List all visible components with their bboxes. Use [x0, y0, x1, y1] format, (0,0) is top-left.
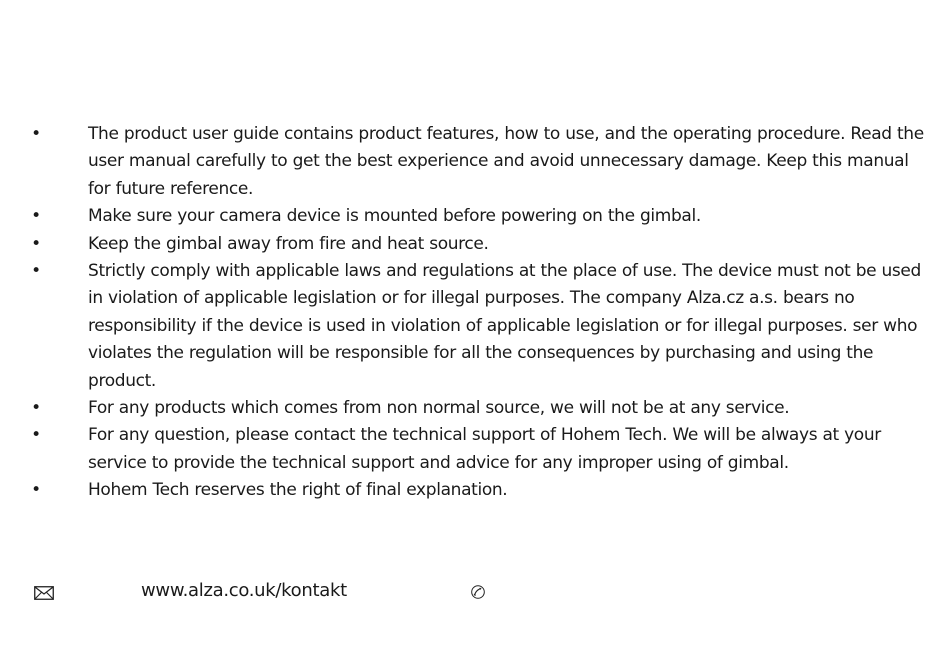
bullet-icon: •: [31, 206, 41, 227]
list-item: [0, 203, 950, 230]
list-item-text: Strictly comply with applicable laws and regulations at the place of use. The device must not be used in violation of applicable legislation or for illegal purposes. The company Alza.cz a.s. bears no responsibility if the device is used in violation of applicable legislation or for illegal purposes. ser who violates the regulation will be responsible for all the consequences by purchasing and using the product.: [88, 261, 921, 391]
contact-footer: [0, 576, 950, 608]
safety-notes-list: [0, 121, 950, 505]
list-item-text: For any question, please contact the technical support of Hohem Tech. We will be always at your service to provide the technical support and advice for any improper using of gimbal.: [88, 425, 881, 473]
bullet-icon: •: [31, 398, 41, 419]
list-item-text: Hohem Tech reserves the right of final explanation.: [88, 480, 508, 501]
phone-icon: [470, 584, 486, 600]
list-item-text: For any products which comes from non normal source, we will not be at any service.: [88, 398, 790, 419]
list-item: [0, 395, 950, 422]
list-item-text: Keep the gimbal away from fire and heat source.: [88, 233, 489, 254]
envelope-icon: [34, 584, 54, 598]
list-item: [0, 477, 950, 504]
bullet-icon: •: [31, 233, 41, 254]
list-item-text: The product user guide contains product features, how to use, and the operating procedure. Read the user manual carefully to get the best experience and avoid unnecessary damage. Keep this manual for future reference.: [88, 124, 924, 199]
bullet-icon: •: [31, 480, 41, 501]
bullet-icon: •: [31, 425, 41, 446]
list-item-text: Make sure your camera device is mounted before powering on the gimbal.: [88, 206, 701, 227]
list-item: [0, 121, 950, 203]
list-item: [0, 258, 950, 395]
list-item: [0, 231, 950, 258]
contact-link[interactable]: www.alza.co.uk/kontakt: [141, 580, 347, 601]
bullet-icon: •: [31, 261, 41, 282]
bullet-icon: •: [31, 124, 41, 144]
safety-notes-section: [0, 121, 950, 505]
list-item: [0, 422, 950, 477]
